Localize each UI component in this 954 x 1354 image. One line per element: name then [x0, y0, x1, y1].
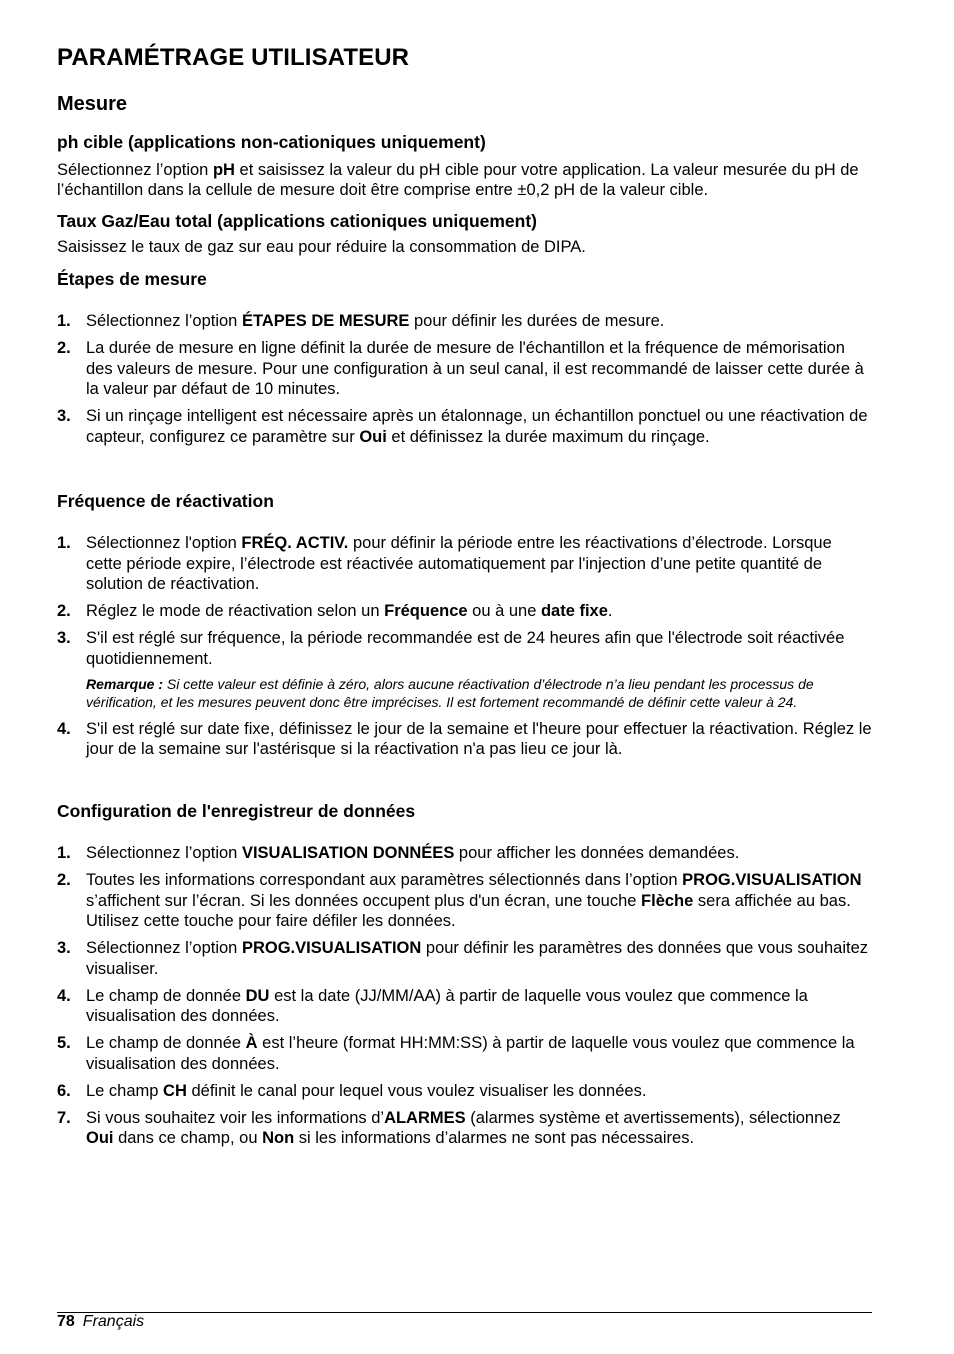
- list-configuration-enregistreur: [57, 843, 872, 1155]
- list-item: 2. Toutes les informations correspondant aux paramètres sélectionnés dans l’option PROG.VISUALISATION s’affichent sur l’écran. Si les données occupent plus d'un écran, une touche Flèche sera affichée au bas. Utilisez cette touche pour faire défiler les données.: [57, 871, 862, 930]
- subheading-configuration-enregistreur: Configuration de l'enregistreur de données: [57, 801, 416, 821]
- list-item: 3. S'il est réglé sur fréquence, la période recommandée est de 24 heures afin que l'électrode soit réactivée quotidiennement.: [57, 629, 845, 668]
- subheading-taux-gaz-eau: Taux Gaz/Eau total (applications cationiques uniquement): [57, 211, 538, 231]
- section-heading-mesure: Mesure: [57, 93, 128, 115]
- list-item: 3. Si un rinçage intelligent est nécessaire après un étalonnage, un échantillon ponctuel ou une réactivation de capteur, configurez ce paramètre sur Oui et définissez la durée maximum du rinçage.: [57, 407, 868, 446]
- paragraph-taux-gaz-eau: Saisissez le taux de gaz sur eau pour réduire la consommation de DIPA.: [57, 238, 586, 256]
- subheading-etapes-de-mesure: Étapes de mesure: [57, 269, 207, 289]
- list-etapes-de-mesure: [57, 311, 872, 454]
- list-item: 5. Le champ de donnée À est l’heure (format HH:MM:SS) à partir de laquelle vous voulez que commence la visualisation des données.: [57, 1034, 855, 1073]
- list-item: 1. Sélectionnez l'option FRÉQ. ACTIV. pour définir la période entre les réactivations d’électrode. Lorsque cette période expire, l’électrode est réactivée automatiquement par l'injection d’une petite quantité de solution de réactivation.: [57, 534, 832, 593]
- list-item: 2. La durée de mesure en ligne définit la durée de mesure de l'échantillon et la fréquence de mémorisation des valeurs de mesure. Pour une configuration à un seul canal, il est recommandé de laisser cette durée à la valeur par défaut de 10 minutes.: [57, 339, 864, 398]
- list-item: 4. Le champ de donnée DU est la date (JJ/MM/AA) à partir de laquelle vous voulez que commence la visualisation des données.: [57, 986, 808, 1025]
- list-item: 2. Réglez le mode de réactivation selon un Fréquence ou à une date fixe.: [57, 602, 613, 620]
- list-frequence-reactivation: [57, 533, 872, 766]
- page-footer: [57, 1313, 144, 1331]
- list-item: 7. Si vous souhaitez voir les informations d’ALARMES (alarmes système et avertissements), sélectionnez Oui dans ce champ, ou Non si les informations d’alarmes ne sont pas nécessaires.: [57, 1108, 841, 1147]
- footer-language: Français: [82, 1313, 145, 1330]
- paragraph-ph-cible: Sélectionnez l’option pH et saisissez la valeur du pH cible pour votre application. La valeur mesurée du pH de l’échantillon dans la cellule de mesure doit être comprise entre ±0,2 pH de la valeur cible.: [57, 161, 859, 199]
- subheading-ph-cible: ph cible (applications non-cationiques uniquement): [57, 132, 486, 152]
- note-remarque: Remarque : Si cette valeur est définie à zéro, alors aucune réactivation d’électrode n’a lieu pendant les processus de vérification, et les mesures peuvent donc être imprécises. Il est fortement recommandé de définir cette valeur à 24.: [86, 675, 814, 710]
- list-item: 4. S'il est réglé sur date fixe, définissez le jour de la semaine et l'heure pour effectuer la réactivation. Réglez le jour de la semaine sur l'astérisque si la réactivation n'a pas lieu ce jour là.: [57, 719, 872, 758]
- footer-divider: [57, 1312, 872, 1313]
- list-item: 1. Sélectionnez l’option VISUALISATION DONNÉES pour afficher les données demandées.: [57, 844, 740, 862]
- list-item: 3. Sélectionnez l’option PROG.VISUALISATION pour définir les paramètres des données que vous souhaitez visualiser.: [57, 939, 869, 978]
- page-title: PARAMÉTRAGE UTILISATEUR: [57, 44, 410, 71]
- subheading-frequence-reactivation: Fréquence de réactivation: [57, 491, 274, 511]
- list-item: 1. Sélectionnez l’option ÉTAPES DE MESURE pour définir les durées de mesure.: [57, 312, 665, 330]
- page-number: 78: [57, 1313, 75, 1330]
- list-item: 6. Le champ CH définit le canal pour lequel vous voulez visualiser les données.: [57, 1081, 647, 1100]
